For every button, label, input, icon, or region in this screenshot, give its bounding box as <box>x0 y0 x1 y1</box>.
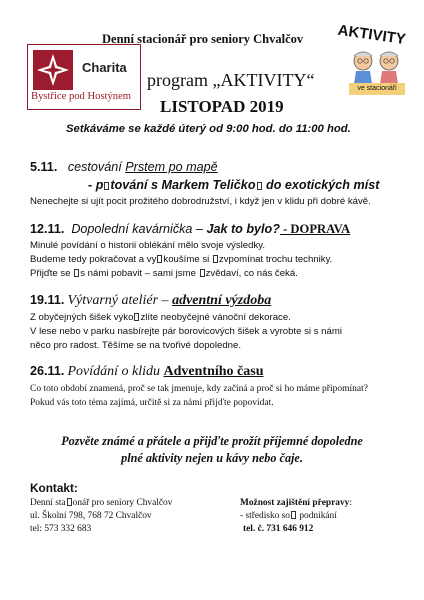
event-4-text <box>30 382 368 410</box>
transport-label: Možnost zajištění přepravy: <box>240 498 352 508</box>
event-2-doprava: - DOPRAVA <box>279 222 351 236</box>
invitation-line-1: Pozvěte známé a přátele a přijďte prožít příjemné dopoledne <box>61 434 363 448</box>
contact-org: Denní sta onář pro seniory Chvalčov <box>30 498 173 508</box>
month-title: LISTOPAD 2019 <box>160 97 284 116</box>
transport-provider: - středisko so podnikání <box>240 511 337 521</box>
missing-glyph-icon <box>257 182 262 190</box>
event-4-line-2: Pokud vás toto téma zajímá, určitě si za námi přijďte popovídat. <box>30 398 274 409</box>
missing-glyph-icon <box>213 255 218 263</box>
event-1-sub-c: do exotických míst <box>262 178 380 192</box>
missing-glyph-icon <box>134 313 139 321</box>
missing-glyph-icon <box>157 255 162 263</box>
event-2-title-bold: Jak to bylo? <box>206 222 280 236</box>
badge-title: AKTIVITY <box>336 21 407 49</box>
event-1-title-link[interactable]: Prstem po mapě <box>125 160 218 174</box>
transport-phone: tel. č. 731 646 912 <box>243 524 314 534</box>
event-3-line-1: Z obyčejných šišek vyko zlíte neobyčejné vánoční dekorace. <box>30 312 291 323</box>
event-2-date: 12.11. <box>30 222 65 236</box>
event-3-heading <box>30 293 271 309</box>
event-3-title: Výtvarný ateliér – <box>67 293 173 308</box>
event-3-text <box>30 311 342 354</box>
event-4-date: 26.11. <box>30 364 65 378</box>
aktivity-badge <box>336 20 416 110</box>
event-2-text <box>30 239 332 282</box>
logo-name: Charita <box>82 60 127 75</box>
charita-cross-icon <box>33 50 73 90</box>
event-2-title: Dopolední kavárnička – <box>71 222 207 236</box>
contact-address: ul. Školní 798, 768 72 Chvalčov <box>30 511 152 521</box>
event-2-line-3: Přijďte se s námi pobavit – sami jsme zvědaví, co nás čeká. <box>30 268 298 280</box>
event-4-line-1: Co toto období znamená, proč se tak jmenuje, kdy začíná a proč si ho máme připomínat? <box>30 384 368 394</box>
meeting-note: Setkáváme se každé úterý od 9:00 hod. do 11:00 hod. <box>66 123 351 135</box>
event-4-title: Povídání o klidu <box>67 364 164 379</box>
event-3-date: 19.11. <box>30 293 65 307</box>
logo-subtitle: Bystřice pod Hostýnem <box>31 91 132 102</box>
contact-phone: tel: 573 332 683 <box>30 524 92 534</box>
event-1-heading <box>30 160 218 174</box>
event-3-title-bold: adventní výzdoba <box>172 293 272 308</box>
missing-glyph-icon <box>104 182 109 190</box>
missing-glyph-icon <box>74 269 79 277</box>
charita-logo <box>27 44 141 110</box>
contact-label: Kontakt: <box>30 481 78 495</box>
invitation-line-2: plné aktivity nejen u kávy nebo čaje. <box>121 451 303 465</box>
org-title: Denní stacionář pro seniory Chvalčov <box>102 32 304 46</box>
missing-glyph-icon <box>200 269 205 277</box>
event-4-heading <box>30 364 264 380</box>
event-2-line-1: Minulé povídání o historii oblékání mělo svoje výsledky. <box>30 240 265 251</box>
program-title: program „AKTIVITY“ <box>147 70 315 90</box>
event-4-title-bold: Adventního času <box>163 364 264 379</box>
event-1-subheading <box>88 178 379 192</box>
event-3-line-2: V lese nebo v parku nasbírejte pár borovicových šišek a vyrobte si s námi <box>30 326 342 338</box>
event-1-sub-a: - p <box>88 178 104 192</box>
event-1-text: Nenechejte si ujít pocit prožitého dobrodružství, i když jen v klidu při dobré kávě. <box>30 196 371 207</box>
missing-glyph-icon <box>291 511 296 519</box>
seniors-illustration-icon <box>336 20 416 84</box>
event-2-heading <box>30 222 350 237</box>
event-2-line-2: Budeme tedy pokračovat a vy koušíme si zvpomínat trochu techniky. <box>30 254 333 266</box>
invitation-text <box>30 433 394 467</box>
event-1-sub-b: tování s Markem Teličko <box>110 178 256 192</box>
event-3-line-3: něco pro radost. Těšíme se na tvořivé dopoledne. <box>30 340 242 352</box>
event-1-title: cestování <box>67 160 126 174</box>
badge-caption: ve stacionáři <box>349 83 405 95</box>
event-1-date: 5.11. <box>30 160 58 174</box>
missing-glyph-icon <box>67 498 72 506</box>
